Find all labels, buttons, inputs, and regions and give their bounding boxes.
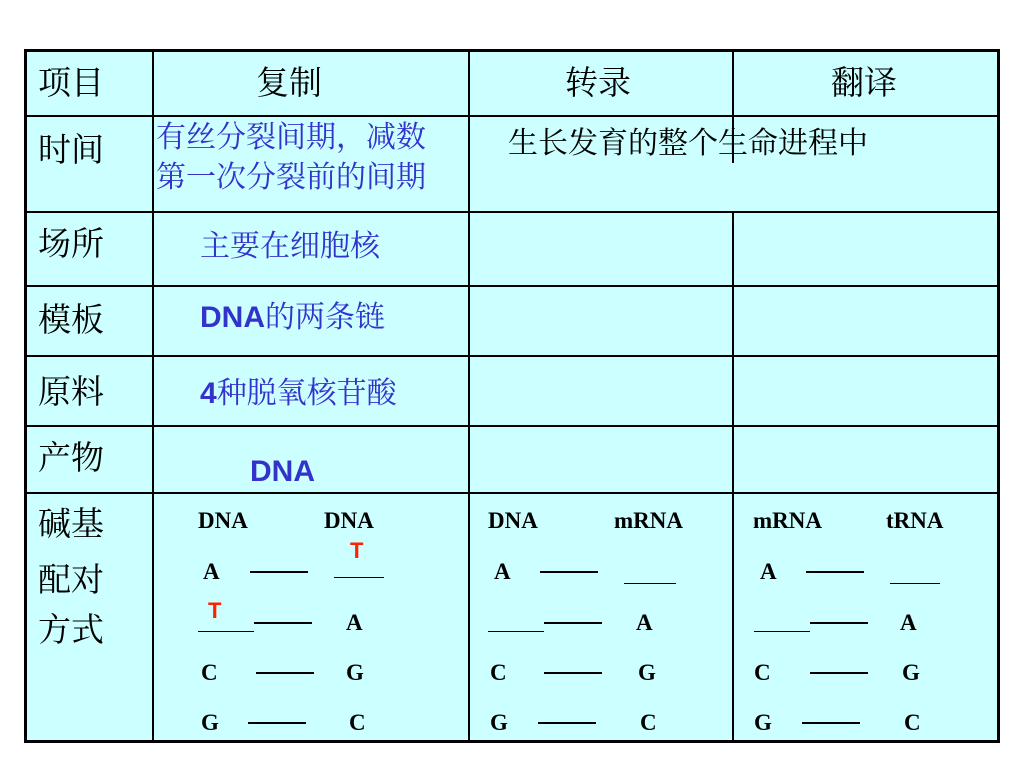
- table-border-right: [997, 49, 1000, 743]
- tsc-r2-right: A: [636, 610, 653, 635]
- answer-blank: [334, 577, 384, 578]
- tsl-r2-right: A: [900, 610, 917, 635]
- material-replication-rest: 种脱氧核苷酸: [216, 376, 397, 411]
- rep-r1-left: A: [203, 559, 220, 584]
- tsl-r3-left: C: [754, 660, 771, 685]
- template-replication-bold: DNA: [200, 301, 265, 334]
- table-border-left: [24, 49, 27, 743]
- tsl-r1-left: A: [760, 559, 777, 584]
- answer-blank: [624, 583, 676, 584]
- pair-dash: [248, 722, 306, 724]
- table-border-bottom: [24, 740, 1000, 743]
- tsc-r3-right: G: [638, 660, 656, 685]
- pair-dash: [540, 571, 598, 573]
- col-line: [732, 211, 734, 743]
- tsl-r4-right: C: [904, 710, 921, 735]
- row-label-pairing-3: 方式: [38, 610, 104, 649]
- rep-right-header: DNA: [324, 508, 374, 533]
- material-replication-bold: 4: [200, 377, 217, 410]
- answer-blank: [754, 631, 810, 632]
- header-translation: 翻译: [831, 63, 897, 102]
- template-replication-rest: 的两条链: [265, 300, 385, 335]
- tsc-right-header: mRNA: [614, 508, 683, 533]
- place-replication: 主要在细胞核: [200, 229, 380, 264]
- pair-dash: [802, 722, 860, 724]
- pair-dash: [544, 622, 602, 624]
- rep-left-header: DNA: [198, 508, 248, 533]
- tsl-r4-left: G: [754, 710, 772, 735]
- time-merged-text: 生长发育的整个生命进程中: [508, 126, 868, 161]
- pair-dash: [250, 571, 308, 573]
- row-label-product: 产物: [38, 438, 104, 477]
- answer-blank: [488, 631, 544, 632]
- rep-r3-left: C: [201, 660, 218, 685]
- header-item: 项目: [38, 63, 104, 102]
- col-line: [152, 49, 154, 743]
- row-label-template: 模板: [38, 300, 104, 339]
- tsc-r3-left: C: [490, 660, 507, 685]
- row-label-time: 时间: [38, 130, 104, 169]
- row-label-material: 原料: [38, 372, 104, 411]
- pair-dash: [538, 722, 596, 724]
- row-line: [24, 211, 1000, 213]
- answer-blank: [198, 631, 254, 632]
- header-replication: 复制: [256, 63, 322, 102]
- time-replication-line1: 有丝分裂间期，减数: [156, 120, 426, 155]
- rep-r3-right: G: [346, 660, 364, 685]
- pair-dash: [806, 571, 864, 573]
- rep-r2-right: A: [346, 610, 363, 635]
- row-line: [24, 115, 1000, 117]
- row-line: [24, 425, 1000, 427]
- tsc-r4-right: C: [640, 710, 657, 735]
- pair-dash: [256, 672, 314, 674]
- tsc-r4-left: G: [490, 710, 508, 735]
- pair-dash: [810, 622, 868, 624]
- pair-dash: [544, 672, 602, 674]
- row-line: [24, 355, 1000, 357]
- tsc-r1-left: A: [494, 559, 511, 584]
- answer-blank: [890, 583, 940, 584]
- rep-r4-right: C: [349, 710, 366, 735]
- comparison-table: [24, 49, 1000, 743]
- product-replication: DNA: [250, 455, 315, 488]
- time-replication-line2: 第一次分裂前的间期: [156, 160, 426, 195]
- tsl-r3-right: G: [902, 660, 920, 685]
- row-line: [24, 492, 1000, 494]
- rep-r4-left: G: [201, 710, 219, 735]
- row-label-place: 场所: [38, 224, 104, 263]
- tsl-right-header: tRNA: [886, 508, 944, 533]
- row-label-pairing-2: 配对: [38, 560, 104, 599]
- template-replication: [200, 300, 385, 335]
- row-label-pairing-1: 碱基: [38, 504, 104, 543]
- rep-r1-right-answer: T: [350, 538, 364, 563]
- header-transcription: 转录: [565, 63, 631, 102]
- rep-r2-left-answer: T: [208, 598, 222, 623]
- row-line: [24, 285, 1000, 287]
- material-replication: [200, 376, 397, 411]
- pair-dash: [810, 672, 868, 674]
- tsl-left-header: mRNA: [753, 508, 822, 533]
- table-border-top: [24, 49, 1000, 52]
- tsc-left-header: DNA: [488, 508, 538, 533]
- pair-dash: [254, 622, 312, 624]
- col-line: [468, 49, 470, 743]
